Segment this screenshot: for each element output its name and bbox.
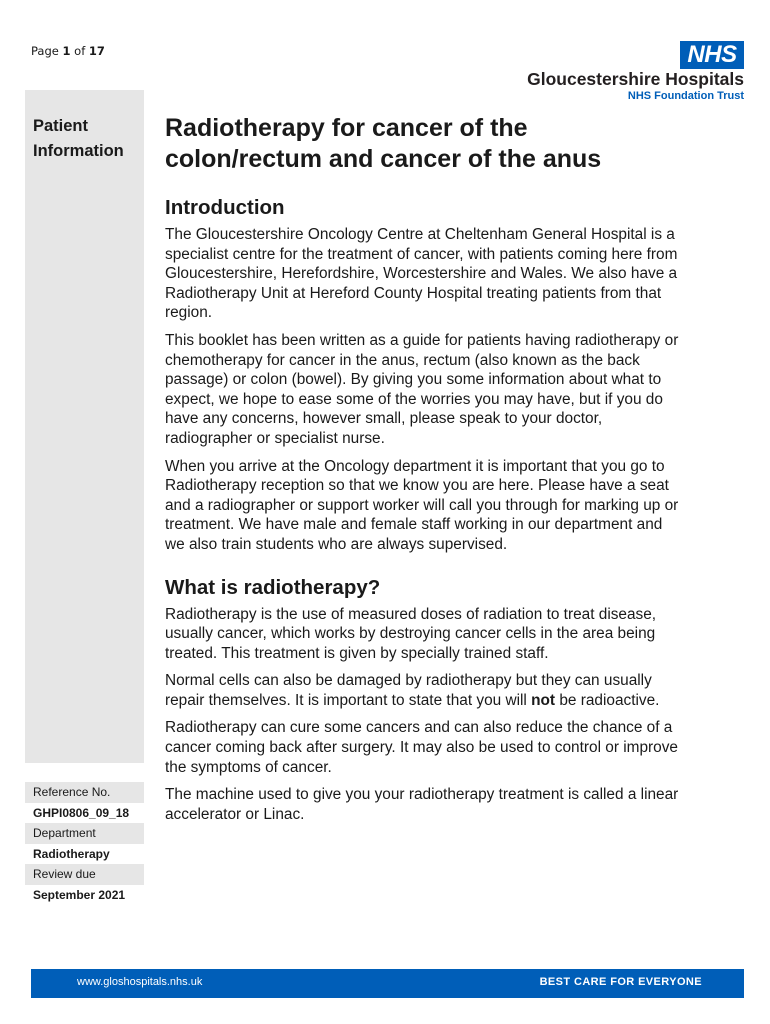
review-label: Review due [25, 864, 144, 885]
page-number: Page 1 of 17 [31, 44, 105, 58]
department-label: Department [25, 823, 144, 844]
sidebar [25, 90, 144, 763]
paragraph: The Gloucestershire Oncology Centre at Cheltenham General Hospital is a specialist centre for the treatment of cancer, with patients coming here from Gloucestershire, Herefordshire, Worcestershire and Wales. We also have a Radiotherapy Unit at Hereford County Hospital treating patients from that region. [165, 226, 678, 322]
nhs-lozenge: NHS [680, 41, 744, 69]
paragraph: The machine used to give you your radiotherapy treatment is called a linear accelerator or Linac. [165, 786, 679, 823]
review-value: September 2021 [33, 887, 126, 902]
reference-label: Reference No. [25, 782, 144, 803]
section-heading: What is radiotherapy? [165, 575, 381, 599]
department-value: Radiotherapy [33, 846, 110, 861]
paragraph: Normal cells can also be damaged by radiotherapy but they can usually repair themselves. It is important to state that you will not be radioactive. [165, 672, 660, 709]
emphasis: not [531, 691, 556, 709]
footer-slogan: BEST CARE FOR EVERYONE [539, 976, 702, 988]
paragraph: Radiotherapy can cure some cancers and can also reduce the chance of a cancer coming back after surgery. It may also be used to control or improve the symptoms of cancer. [165, 719, 678, 776]
reference-table [25, 782, 144, 905]
reference-value: GHPI0806_09_18 [33, 805, 130, 820]
paragraph: When you arrive at the Oncology department it is important that you go to Radiotherapy reception so that we know you are here. Please have a seat and a radiographer or support worker will call you through for marking up or treatment. We have male and female staff working in our department and we also train students who are always supervised. [165, 457, 679, 553]
document-title: Radiotherapy for cancer of the colon/rectum and cancer of the anus [165, 114, 602, 173]
nhs-logo [494, 41, 744, 103]
paragraph: This booklet has been written as a guide for patients having radiotherapy or chemotherapy for cancer in the anus, rectum (also known as the back passage) or colon (bowel). By giving you some information about what to expect, we hope to ease some of the worries you may have, but if you do have any concerns, however small, please speak to your doctor, radiographer or specialist nurse. [165, 331, 679, 447]
footer-bar [31, 969, 744, 998]
sidebar-label: Patient Information [33, 117, 124, 160]
main-content [165, 113, 685, 832]
footer-url: www.gloshospitals.nhs.uk [77, 976, 203, 988]
paragraph: Radiotherapy is the use of measured doses of radiation to treat disease, usually cancer, which works by destroying cancer cells in the area being treated. This treatment is given by specially trained staff. [165, 605, 657, 662]
organisation-name: Gloucestershire Hospitals [527, 69, 744, 89]
trust-name: NHS Foundation Trust [627, 90, 744, 102]
section-heading: Introduction [165, 196, 285, 219]
